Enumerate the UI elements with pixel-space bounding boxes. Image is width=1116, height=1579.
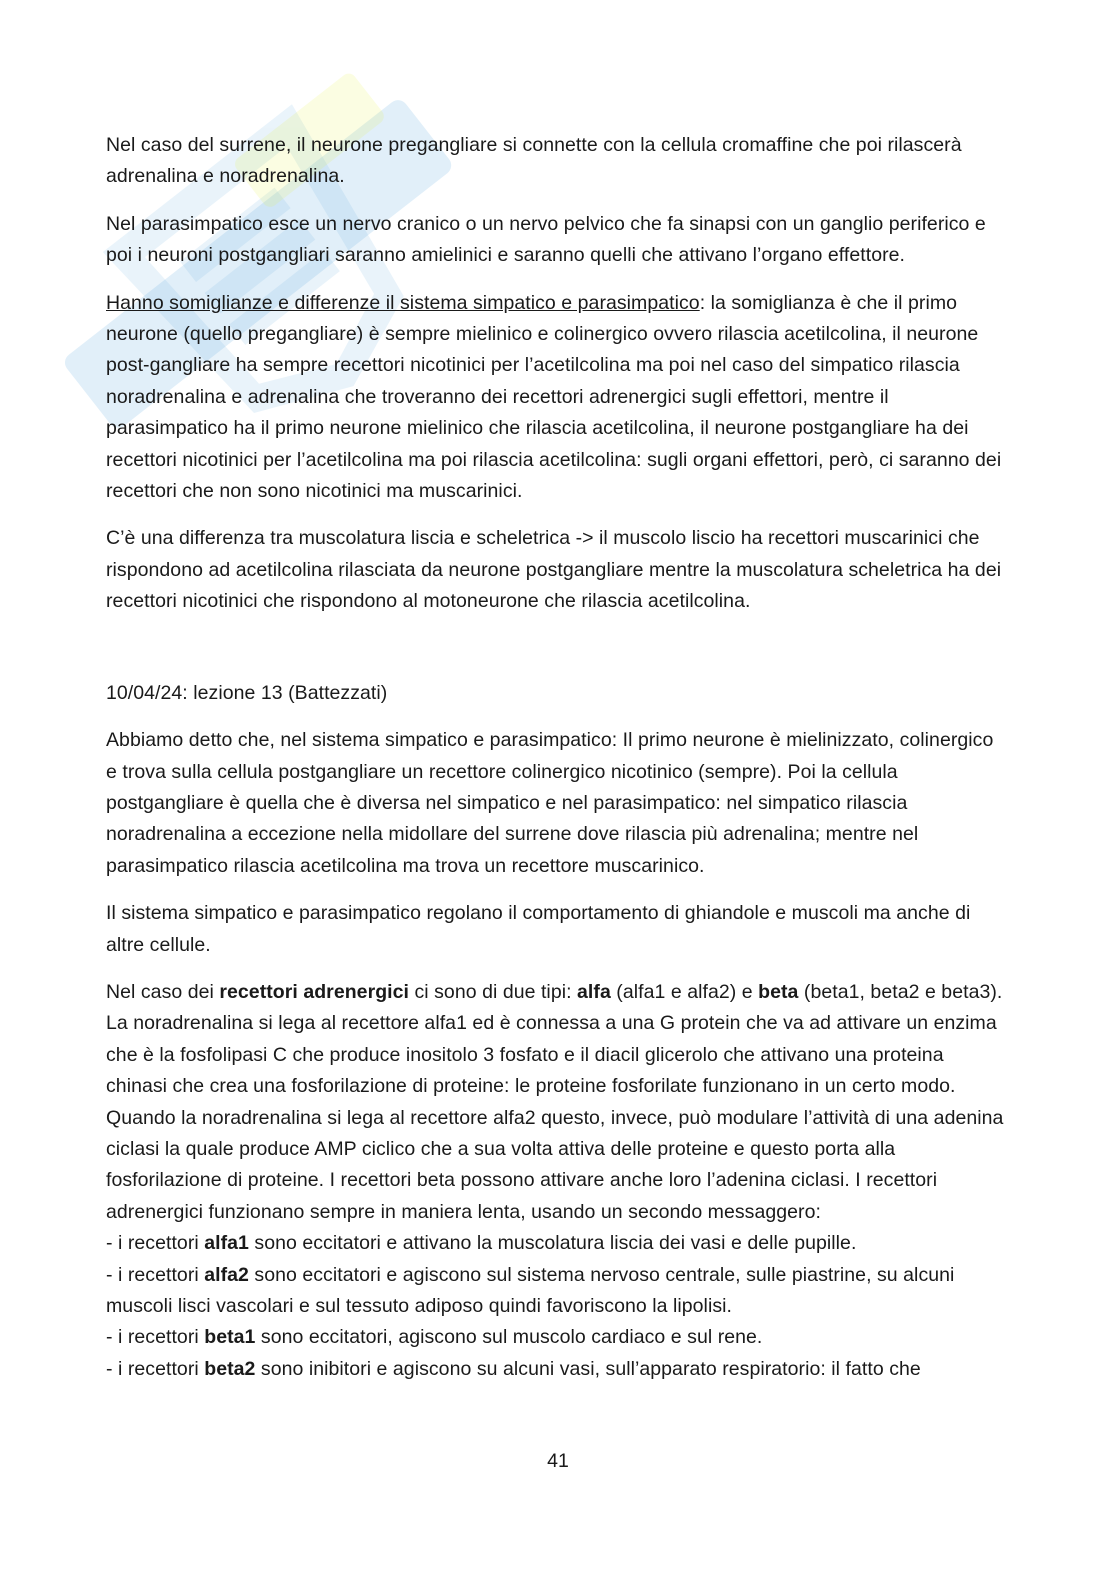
paragraph-somiglianze <box>106 288 1006 508</box>
section-gap <box>106 634 1006 678</box>
underlined-phrase: Hanno somiglianze e differenze il sistema simpatico e parasimpatico <box>106 291 700 314</box>
text-run: sono eccitatori, agiscono sul muscolo cardiaco e sul rene. <box>255 1326 763 1349</box>
paragraph-recettori-adrenergici <box>106 977 1006 1228</box>
paragraph-muscolatura: C’è una differenza tra muscolatura liscia e scheletrica -> il muscolo liscio ha recettori muscarinici che rispondono ad acetilcolina rilasciata da neurone postgangliare mentre la muscolatura scheletrica ha dei recettori nicotinici che rispondono al motoneurone che rilascia acetilcolina. <box>106 527 1002 613</box>
bold-term: beta <box>758 980 799 1003</box>
text-run: sono eccitatori e attivano la muscolatura liscia dei vasi e delle pupille. <box>248 1232 857 1255</box>
page-number: 41 <box>547 1450 569 1472</box>
list-item <box>106 1228 1006 1259</box>
list-item <box>106 1354 1006 1385</box>
text-run: Nel caso dei <box>106 980 220 1003</box>
bold-term: recettori adrenergici <box>219 980 409 1003</box>
paragraph-text: : la somiglianza è che il primo neurone (quello pregangliare) è sempre mielinico e colinergico ovvero rilascia acetilcolina, il neurone post-gangliare ha sempre recettori nicotinici per l’acetilcolina ma poi nel caso del simpatico rilascia noradrenalina e adrenalina che troveranno dei recettori adrenergici sugli effettori, mentre il parasimpatico ha il primo neurone mielinico che rilascia acetilcolina, il neurone postgangliare ha dei recettori nicotinici per l’acetilcolina ma poi rilascia acetilcolina: sugli organi effettori, però, ci saranno dei recettori che non sono nicotinici ma muscarinici. <box>106 291 1002 503</box>
bold-term: alfa2 <box>204 1263 249 1286</box>
list-item <box>106 1322 1006 1353</box>
paragraph-parasimpatico: Nel parasimpatico esce un nervo cranico o un nervo pelvico che fa sinapsi con un ganglio periferico e poi i neuroni postgangliari saranno amielinici e saranno quelli che attivano l’organo effettore. <box>106 212 986 267</box>
text-run: - i recettori <box>106 1263 205 1286</box>
bold-term: beta2 <box>204 1357 256 1380</box>
paragraph-surrene: Nel caso del surrene, il neurone pregangliare si connette con la cellula cromaffine che poi rilascerà adrenalina e noradrenalina. <box>106 134 962 188</box>
text-run: (beta1, beta2 e beta3). La noradrenalina si lega al recettore alfa1 ed è connessa a una G protein che va ad attivare un enzima che è la fosfolipasi C che produce inositolo 3 fosfato e il diacil glicerolo che attivano una proteina chinasi che crea una fosforilazione di proteine: le proteine fosforilate funzionano in un certo modo. Quando la noradrenalina si lega al recettore alfa2 questo, invece, può modulare l’attività di una adenina ciclasi la quale produce AMP ciclico che a sua volta attiva delle proteine e questo porta alla fosforilazione di proteine. I recettori beta possono attivare anche loro l’adenina ciclasi. I recettori adrenergici funzionano sempre in maniera lenta, usando un secondo messaggero: <box>106 980 1004 1223</box>
text-run: - i recettori <box>106 1232 205 1255</box>
bold-term: beta1 <box>204 1326 256 1349</box>
paragraph-ghiandole: Il sistema simpatico e parasimpatico regolano il comportamento di ghiandole e muscoli ma anche di altre cellule. <box>106 902 971 956</box>
paragraph-abbiamo-detto: Abbiamo detto che, nel sistema simpatico e parasimpatico: Il primo neurone è mielinizzato, colinergico e trova sulla cellula postgangliare un recettore colinergico nicotinico (sempre). Poi la cellula postgangliare è quella che è diversa nel simpatico e nel parasimpatico: nel simpatico rilascia noradrenalina a eccezione nella midollare del surrene dove rilascia più adrenalina; mentre nel parasimpatico rilascia acetilcolina ma trova un recettore muscarinico. <box>106 729 994 877</box>
text-run: ci sono di due tipi: <box>409 980 578 1003</box>
bold-term: alfa <box>577 980 611 1003</box>
document-page <box>106 130 1006 1385</box>
list-item <box>106 1260 1006 1323</box>
text-run: sono inibitori e agiscono su alcuni vasi, sull’apparato respiratorio: il fatto che <box>255 1357 921 1380</box>
text-run: (alfa1 e alfa2) e <box>610 980 759 1003</box>
receptor-list <box>106 1228 1006 1385</box>
text-run: - i recettori <box>106 1326 205 1349</box>
bold-term: alfa1 <box>204 1232 249 1255</box>
text-run: - i recettori <box>106 1357 205 1380</box>
text-run: sono eccitatori e agiscono sul sistema nervoso centrale, sulle piastrine, su alcuni muscoli lisci vascolari e sul tessuto adiposo quindi favoriscono la lipolisi. <box>106 1263 955 1317</box>
lesson-heading: 10/04/24: lezione 13 (Battezzati) <box>106 681 388 704</box>
